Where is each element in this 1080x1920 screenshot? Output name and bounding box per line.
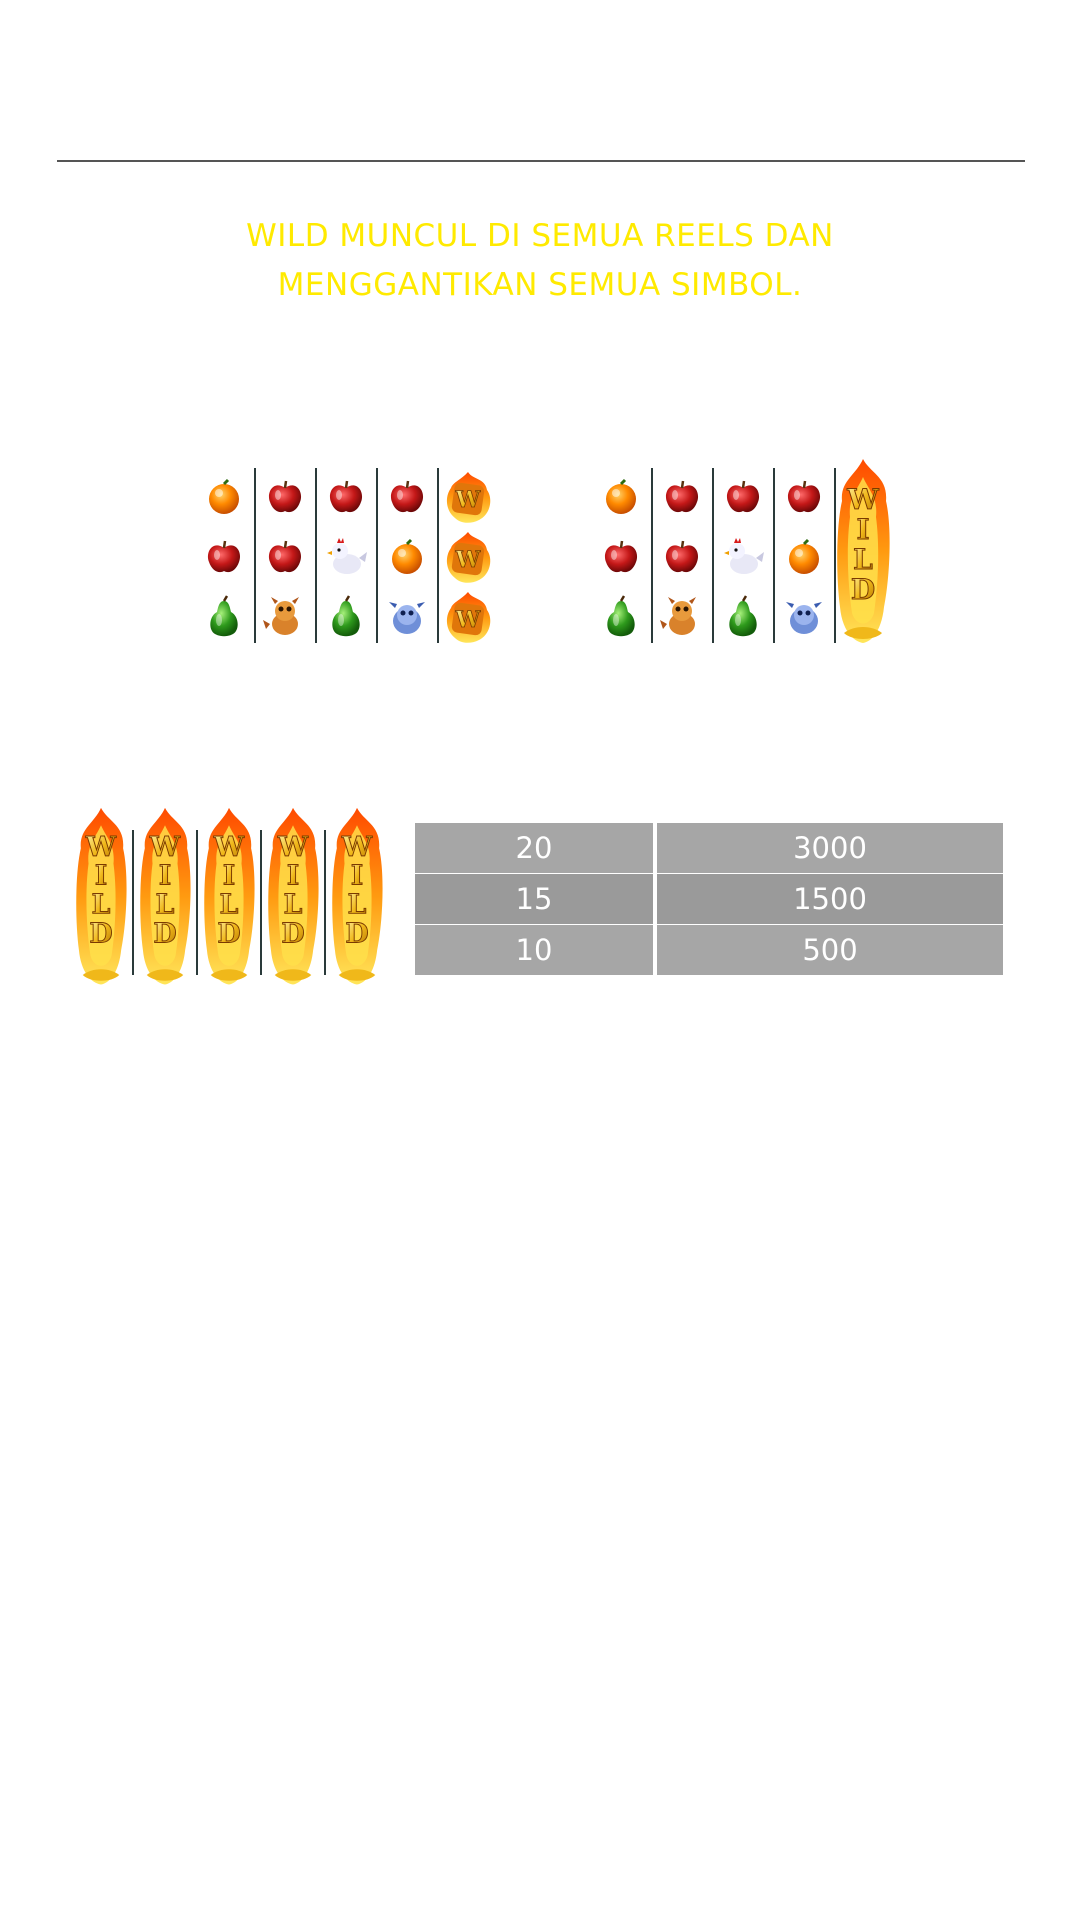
svg-text:D: D [217,918,241,950]
orange-symbol [592,468,650,526]
reel-separator [196,830,198,975]
apple-symbol [775,468,833,526]
dragon-symbol [256,588,314,646]
paytable-count: 10 [415,925,653,975]
paytable-payout: 1500 [657,874,1003,924]
wild-symbol [328,806,386,988]
top-divider [57,160,1025,162]
svg-text:D: D [281,918,305,950]
reel-separator [260,830,262,975]
paytable-row [415,874,1003,924]
svg-text:D: D [153,918,177,950]
apple-symbol [653,468,711,526]
paytable-row [415,925,1003,975]
chicken-symbol [317,528,375,586]
wild-expanded-symbol [834,438,896,666]
wild-w-symbol [439,468,497,526]
svg-text:I: I [856,513,870,546]
pear-symbol [592,588,650,646]
paytable-payout: 500 [657,925,1003,975]
wild-symbol-strip [72,806,402,978]
apple-symbol [195,528,253,586]
chicken-symbol [714,528,772,586]
blue-dragon-symbol [378,588,436,646]
svg-text:D: D [850,573,876,606]
svg-text:I: I [350,860,364,892]
paytable [415,823,1003,975]
orange-symbol [775,528,833,586]
svg-text:W: W [149,831,181,863]
svg-text:W: W [847,483,879,516]
example-grid-after [592,468,902,643]
svg-text:D: D [89,918,113,950]
wild-symbol [264,806,322,988]
svg-text:W: W [341,831,373,863]
svg-text:D: D [345,918,369,950]
svg-text:I: I [222,860,236,892]
wild-w-symbol [439,588,497,646]
reel-separator [132,830,134,975]
svg-text:L: L [853,543,873,576]
reel-separator [324,830,326,975]
pear-symbol [317,588,375,646]
wild-symbol [72,806,130,988]
svg-text:W: W [85,831,117,863]
orange-symbol [378,528,436,586]
apple-symbol [714,468,772,526]
pear-symbol [714,588,772,646]
wild-symbol [136,806,194,988]
headline-line-2: MENGGANTIKAN SEMUA SIMBOL. [277,267,803,303]
apple-symbol [256,468,314,526]
wild-description [90,212,990,310]
svg-text:W: W [213,831,245,863]
svg-text:L: L [219,889,239,921]
apple-symbol [378,468,436,526]
svg-text:L: L [347,889,367,921]
svg-text:I: I [158,860,172,892]
svg-text:I: I [94,860,108,892]
paytable-count: 15 [415,874,653,924]
svg-text:L: L [155,889,175,921]
dragon-symbol [653,588,711,646]
apple-symbol [317,468,375,526]
paytable-payout: 3000 [657,823,1003,873]
paytable-count: 20 [415,823,653,873]
apple-symbol [256,528,314,586]
svg-text:W: W [455,547,481,573]
svg-text:W: W [455,487,481,513]
orange-symbol [195,468,253,526]
headline-line-1: WILD MUNCUL DI SEMUA REELS DAN [246,218,834,254]
svg-text:W: W [277,831,309,863]
svg-text:W: W [455,607,481,633]
apple-symbol [592,528,650,586]
wild-w-symbol [439,528,497,586]
wild-symbol [200,806,258,988]
pear-symbol [195,588,253,646]
apple-symbol [653,528,711,586]
svg-text:I: I [286,860,300,892]
example-grid-before [195,468,495,643]
paytable-row [415,823,1003,873]
svg-text:L: L [91,889,111,921]
svg-text:L: L [283,889,303,921]
blue-dragon-symbol [775,588,833,646]
